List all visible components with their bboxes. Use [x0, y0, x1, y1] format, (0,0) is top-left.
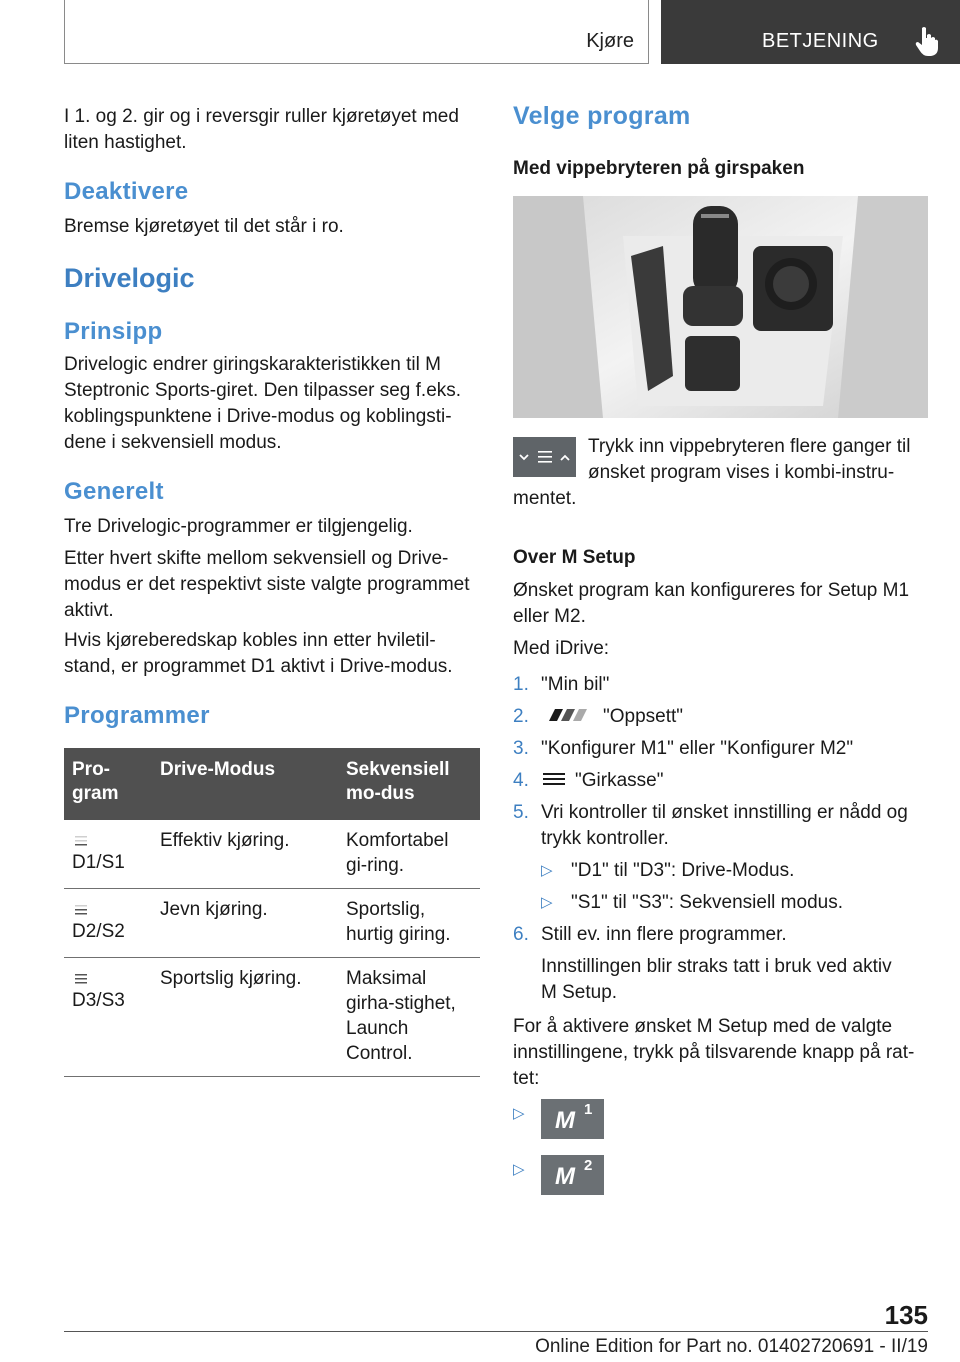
- step-text: "Girkasse": [575, 770, 664, 791]
- m-settings-icon: [541, 705, 597, 725]
- heading-drivelogic: Drivelogic: [64, 263, 195, 293]
- rocker-switch-icon: [513, 437, 576, 477]
- m2-letter: M: [555, 1163, 575, 1190]
- m1-sup: 1: [584, 1101, 593, 1118]
- step-number: 4.: [513, 770, 529, 791]
- program-label: D1/S1: [72, 852, 125, 873]
- activate-text: For å aktivere ønsket M Setup med de valgte innstillingene, trykk på tilsvarende knapp på rat-tet:: [513, 1016, 915, 1089]
- col-drive: Drive-Modus: [152, 748, 338, 820]
- triangle-right-icon: ▷: [541, 894, 553, 911]
- step-number: 2.: [513, 706, 529, 727]
- step-text: "Konfigurer M1" eller "Konfigurer M2": [541, 738, 854, 759]
- step-number: 1.: [513, 674, 529, 695]
- deaktivere-text: Bremse kjøretøyet til det står i ro.: [64, 216, 344, 237]
- m1-letter: M: [555, 1107, 575, 1134]
- table-cell-seq: Komfortabel gi-ring.: [338, 820, 480, 889]
- table-cell-program: [64, 820, 152, 889]
- table-cell-program: [64, 958, 152, 1077]
- setup-steps-list: [513, 672, 933, 1012]
- generelt-text-3: Hvis kjøreberedskap kobles inn etter hviletil-stand, er programmet D1 aktivt i Drive-modus.: [64, 630, 453, 677]
- page-number: 135: [884, 1300, 928, 1330]
- step-text: Still ev. inn flere programmer.: [541, 924, 787, 945]
- m2-button-icon: [541, 1155, 604, 1195]
- program-2-icon: [72, 897, 92, 919]
- table-cell-seq: Maksimal girha-stighet, Launch Control.: [338, 958, 480, 1077]
- list-item: [513, 704, 933, 730]
- heading-programmer: Programmer: [64, 702, 210, 729]
- col-program: Pro-gram: [64, 748, 152, 820]
- intro-paragraph: I 1. og 2. gir og i reversgir ruller kjøretøyet med liten hastighet.: [64, 106, 459, 153]
- gear-console-photo: [513, 196, 928, 418]
- table-row: [64, 958, 480, 1077]
- m2-sup: 2: [584, 1157, 593, 1174]
- triangle-right-icon: ▷: [541, 862, 553, 879]
- program-1-icon: [72, 828, 92, 850]
- heading-vippebryter: Med vippebryteren på girspaken: [513, 158, 805, 179]
- med-idrive-label: Med iDrive:: [513, 638, 610, 659]
- table-row: [64, 820, 480, 889]
- table-row: [64, 889, 480, 958]
- header-section-label: Kjøre: [586, 30, 634, 52]
- list-item: [513, 672, 933, 698]
- triangle-right-icon: ▷: [513, 1161, 525, 1178]
- list-item: [513, 736, 933, 762]
- header-section-tab: [64, 0, 649, 64]
- table-cell-drive: Sportslig kjøring.: [152, 958, 338, 1077]
- sub-step: [513, 890, 933, 916]
- sub-step-text: "D1" til "D3": Drive-Modus.: [571, 860, 795, 881]
- heading-prinsipp: Prinsipp: [64, 318, 163, 345]
- programs-table: [64, 748, 480, 1077]
- m1-button-icon: [541, 1099, 604, 1139]
- step-text: Vri kontroller til ønsket innstilling er nådd og trykk kontroller.: [541, 802, 908, 849]
- list-item: [513, 768, 933, 794]
- heading-deaktivere: Deaktivere: [64, 178, 189, 205]
- triangle-right-icon: ▷: [513, 1105, 525, 1122]
- generelt-text-1: Tre Drivelogic-programmer er tilgjengelig.: [64, 516, 413, 537]
- table-cell-drive: Effektiv kjøring.: [152, 820, 338, 889]
- prinsipp-text: Drivelogic endrer giringskarakteristikken til M Steptronic Sports-giret. Den tilpasser seg f.eks. koblingspunktene i Drive-modus og koblingsti-dene i sekvensiell modus.: [64, 354, 462, 453]
- col-seq: Sekvensiell mo-dus: [338, 748, 480, 820]
- program-3-icon: [72, 966, 92, 988]
- program-label: D2/S2: [72, 921, 125, 942]
- sub-steps: [513, 858, 933, 916]
- list-item: [513, 922, 933, 1006]
- list-item: [513, 800, 933, 852]
- table-cell-drive: Jevn kjøring.: [152, 889, 338, 958]
- heading-generelt: Generelt: [64, 478, 164, 505]
- header-chapter-tab: [661, 0, 960, 64]
- heading-velge-program: Velge program: [513, 102, 691, 130]
- footer-edition: Online Edition for Part no. 01402720691 - II/19: [535, 1336, 928, 1357]
- header-chapter-label: BETJENING: [762, 30, 879, 52]
- trykk-text: Trykk inn vippebryteren flere ganger til ønsket program vises i kombi-instru-: [588, 436, 911, 483]
- step-number: 3.: [513, 738, 529, 759]
- table-cell-seq: Sportslig, hurtig giring.: [338, 889, 480, 958]
- table-header-row: [64, 748, 480, 820]
- footer-divider: [64, 1331, 928, 1332]
- table-cell-program: [64, 889, 152, 958]
- gearbox-menu-icon: [541, 769, 567, 789]
- step-number: 6.: [513, 924, 529, 945]
- hand-pointer-icon: [915, 26, 939, 56]
- step-number: 5.: [513, 802, 529, 823]
- sub-step: [513, 858, 933, 884]
- step-note: Innstillingen blir straks tatt i bruk ved aktiv M Setup.: [541, 956, 892, 1003]
- sub-step-text: "S1" til "S3": Sekvensiell modus.: [571, 892, 843, 913]
- msetup-text: Ønsket program kan konfigureres for Setup M1 eller M2.: [513, 580, 910, 627]
- heading-m-setup: Over M Setup: [513, 547, 636, 568]
- trykk-text-end: mentet.: [513, 488, 577, 509]
- step-text: "Min bil": [541, 674, 610, 695]
- generelt-text-2: Etter hvert skifte mellom sekvensiell og Drive-modus er det respektivt siste valgte programmet aktivt.: [64, 548, 470, 621]
- program-label: D3/S3: [72, 990, 125, 1011]
- step-text: "Oppsett": [603, 706, 684, 727]
